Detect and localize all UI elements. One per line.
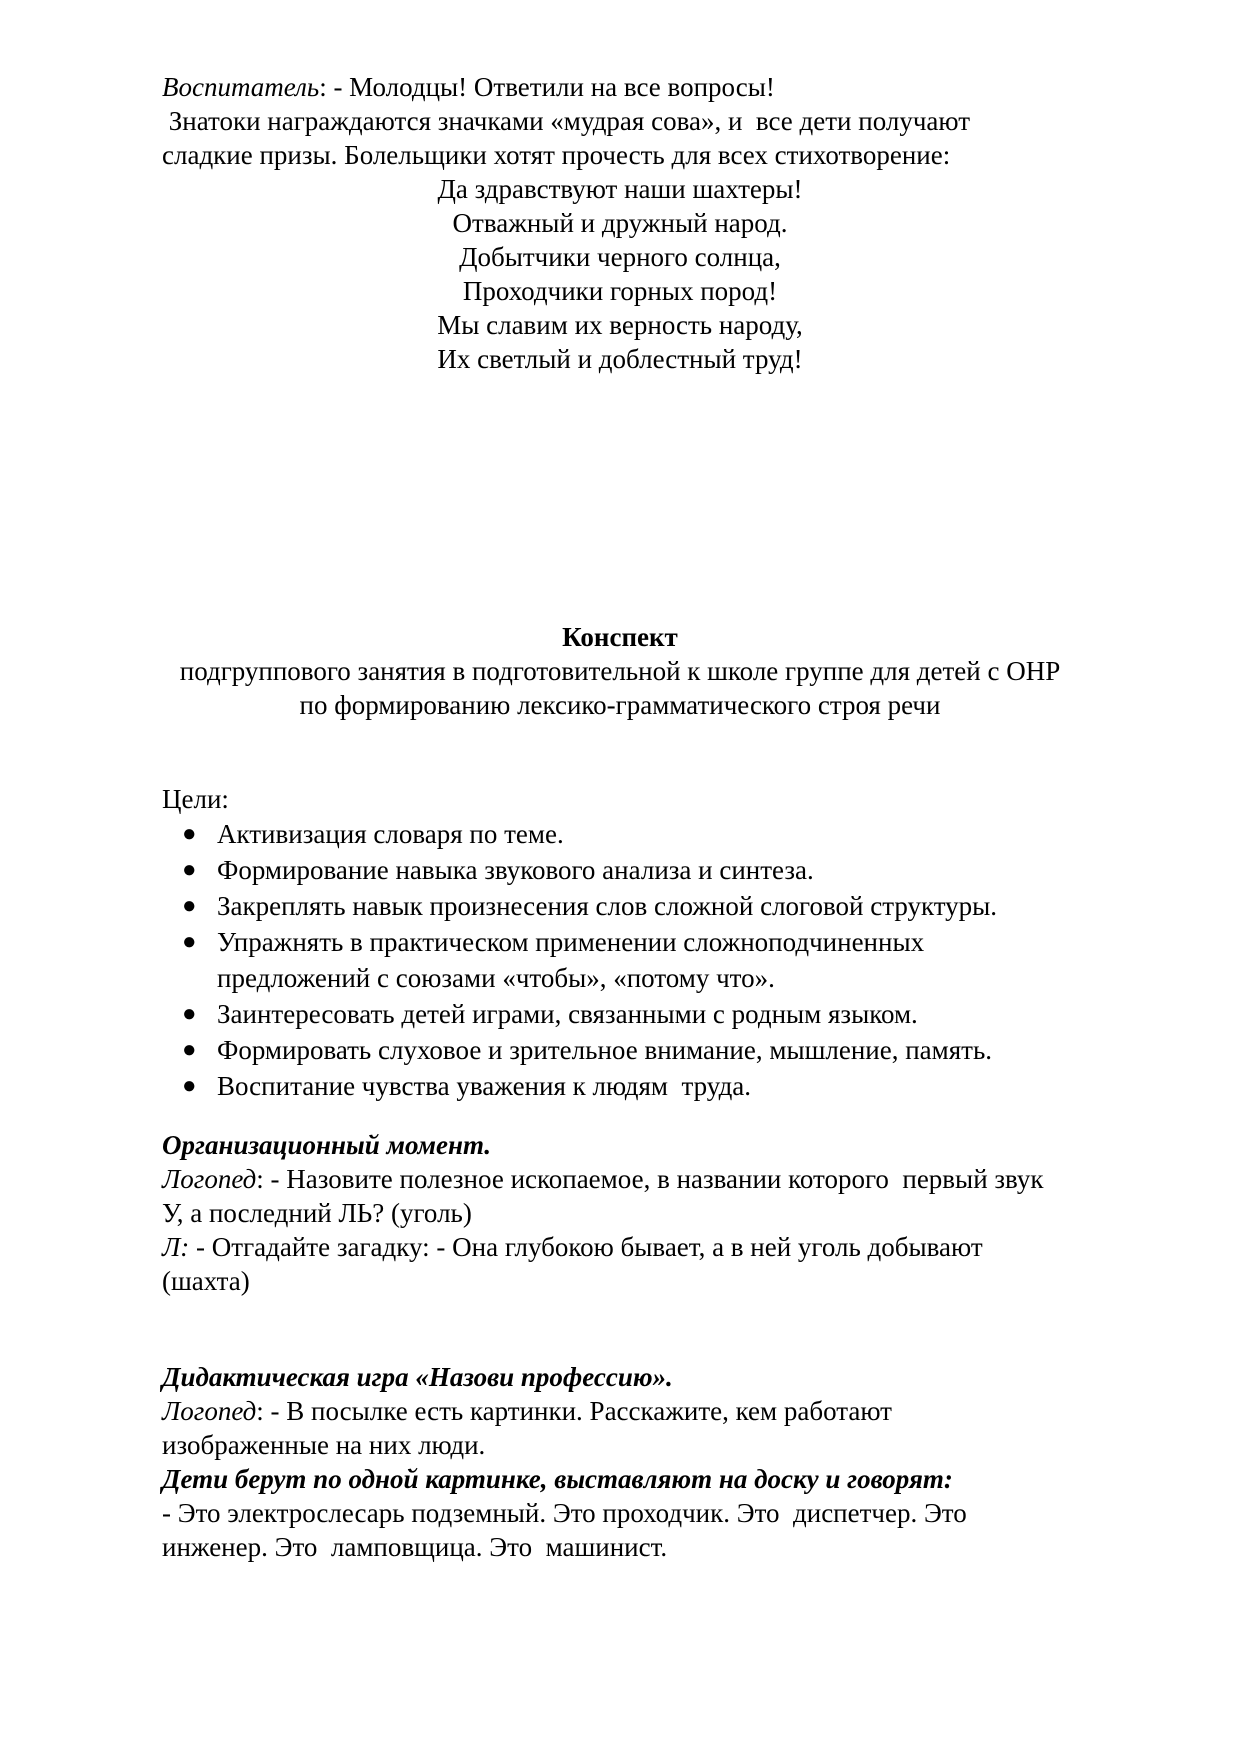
intro-line: Знатоки награждаются значками «мудрая сова», и все дети получают <box>162 106 970 136</box>
goal-text-line: Заинтересовать детей играми, связанными с родным языком. <box>217 999 918 1029</box>
title-block <box>162 620 1078 722</box>
speaker-text: : - Молодцы! Ответили на все вопросы! <box>319 72 775 102</box>
goal-text-line: Формировать слуховое и зрительное внимание, мышление, память. <box>217 1035 993 1065</box>
subtitle-line: по формированию лексико-грамматического строя речи <box>299 690 941 720</box>
bullet-icon: ● <box>182 821 197 847</box>
poem-line: Мы славим их верность народу, <box>437 310 803 340</box>
dialog-line: изображенные на них люди. <box>162 1430 486 1460</box>
goals-label: Цели: <box>162 784 229 814</box>
poem <box>162 172 1078 376</box>
bullet-icon: ● <box>182 929 197 955</box>
goal-text-line: Упражнять в практическом применении сложноподчиненных <box>217 927 925 957</box>
goal-text-line: Воспитание чувства уважения к людям труда. <box>217 1071 752 1101</box>
speaker-name: Логопед <box>162 1164 257 1194</box>
goal-text-line: Закреплять навык произнесения слов сложной слоговой структуры. <box>217 891 998 921</box>
speaker-text: - Отгадайте загадку: - Она глубокою бывает, а в ней уголь добывают <box>189 1232 983 1262</box>
page-title: Конспект <box>562 622 678 652</box>
goal-item <box>162 1068 1078 1104</box>
dialog-line: У, а последний ЛЬ? (уголь) <box>162 1198 472 1228</box>
intro-line <box>162 70 1078 104</box>
section-heading-org-moment: Организационный момент. <box>162 1130 492 1160</box>
goal-text-line: Активизация словаря по теме. <box>217 819 564 849</box>
poem-line: Отважный и дружный народ. <box>452 208 788 238</box>
bullet-icon: ● <box>182 857 197 883</box>
bullet-icon: ● <box>182 1001 197 1027</box>
dialog-line <box>162 1230 1078 1264</box>
speaker-text: : - В посылке есть картинки. Расскажите, кем работают <box>256 1396 892 1426</box>
goal-text-line: Формирование навыка звукового анализа и синтеза. <box>217 855 814 885</box>
goals-list <box>162 816 1078 1104</box>
intro-paragraph <box>162 70 1078 172</box>
poem-line: Да здравствуют наши шахтеры! <box>437 174 803 204</box>
goal-text-line: предложений с союзами «чтобы», «потому что». <box>217 963 775 993</box>
poem-line: Проходчики горных пород! <box>462 276 778 306</box>
goal-item <box>162 888 1078 924</box>
document-content <box>162 0 1078 1564</box>
dialog-line <box>162 1162 1078 1196</box>
goal-item <box>162 924 1078 996</box>
poem-line: Добытчики черного солнца, <box>459 242 781 272</box>
speaker-name: Л: <box>162 1232 190 1262</box>
section-heading-didactic-game: Дидактическая игра «Назови профессию». <box>162 1362 673 1392</box>
speaker-name: Воспитатель <box>162 72 320 102</box>
goal-item <box>162 816 1078 852</box>
goal-item <box>162 852 1078 888</box>
poem-line: Их светлый и доблестный труд! <box>437 344 803 374</box>
intro-line: сладкие призы. Болельщики хотят прочесть для всех стихотворение: <box>162 140 951 170</box>
dialog-line: инженер. Это ламповщица. Это машинист. <box>162 1532 668 1562</box>
bullet-icon: ● <box>182 1037 197 1063</box>
goal-item <box>162 996 1078 1032</box>
dialog-line <box>162 1394 1078 1428</box>
speaker-text: : - Назовите полезное ископаемое, в названии которого первый звук <box>256 1164 1044 1194</box>
subtitle-line: подгруппового занятия в подготовительной к школе группе для детей с ОНР <box>179 656 1061 686</box>
goal-item <box>162 1032 1078 1068</box>
dialog-line: - Это электрослесарь подземный. Это проходчик. Это диспетчер. Это <box>162 1498 967 1528</box>
bullet-icon: ● <box>182 893 197 919</box>
didactic-game-section <box>162 1360 1078 1564</box>
speaker-name: Логопед <box>162 1396 257 1426</box>
bullet-icon: ● <box>182 1073 197 1099</box>
dialog-line: (шахта) <box>162 1266 250 1296</box>
stage-direction: Дети берут по одной картинке, выставляют на доску и говорят: <box>162 1464 953 1494</box>
org-moment-section <box>162 1128 1078 1298</box>
